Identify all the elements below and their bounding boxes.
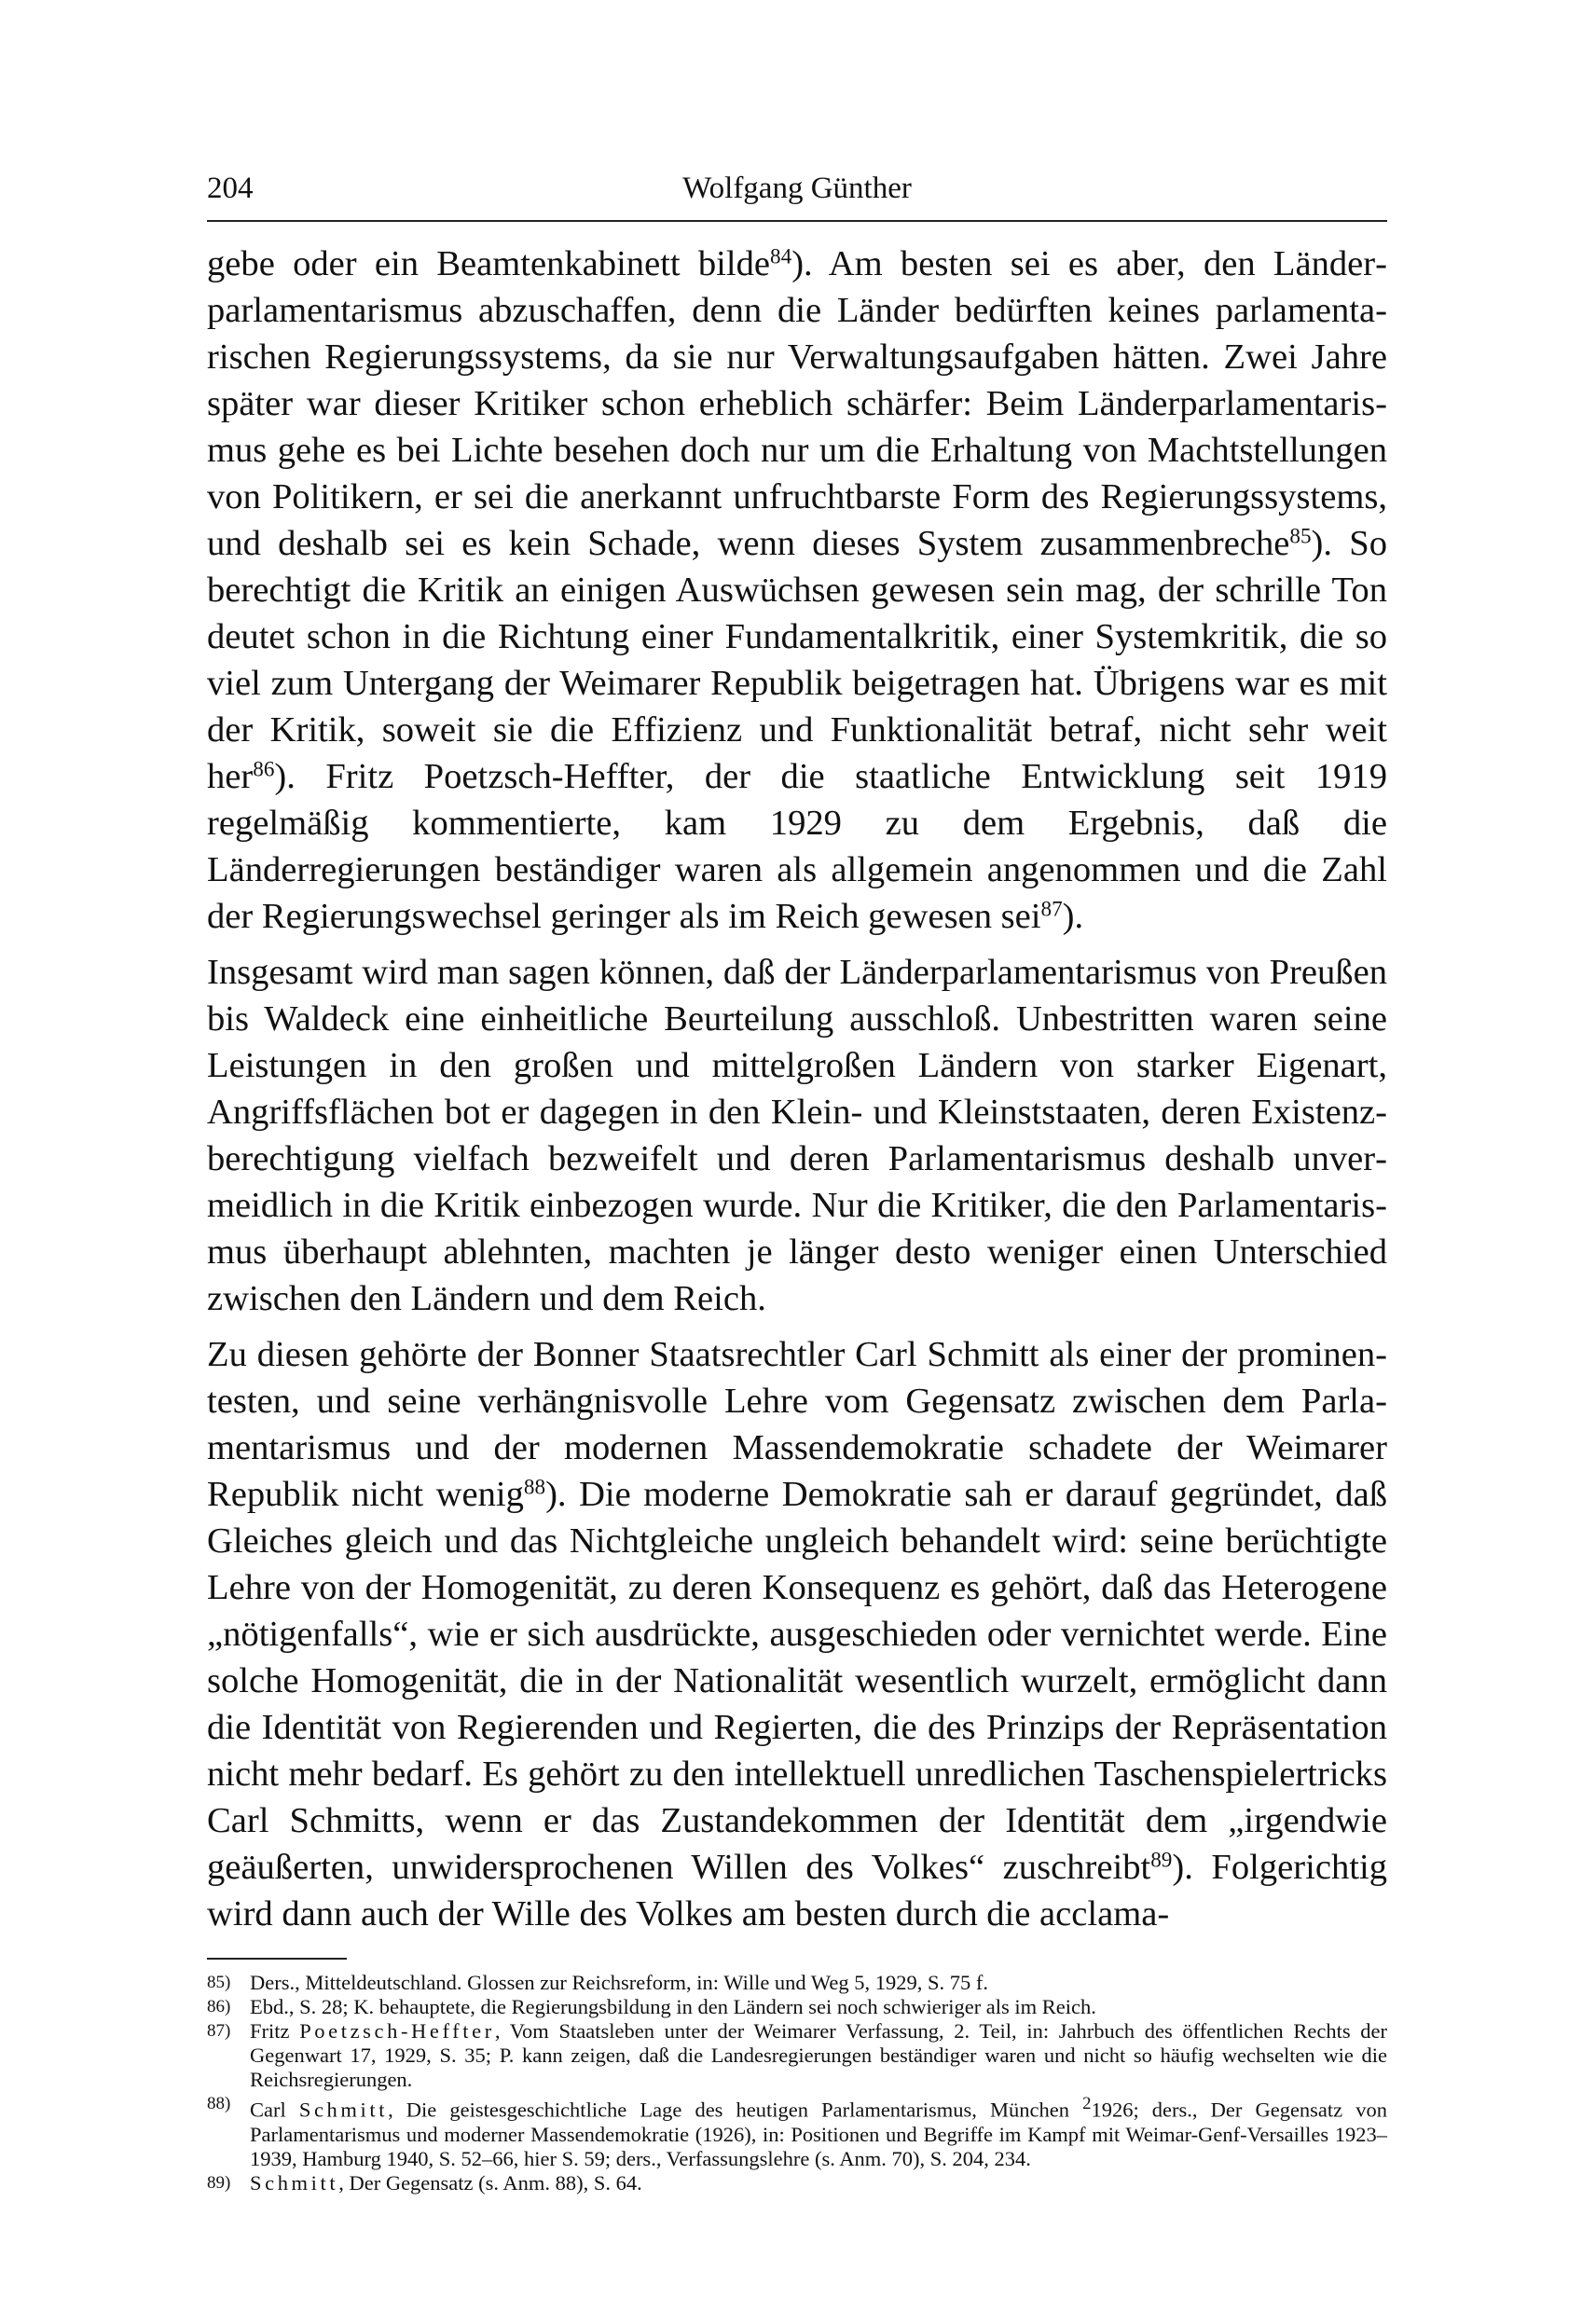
body-text bbox=[207, 241, 1387, 1937]
page-number: 204 bbox=[207, 172, 254, 205]
footnote-reference: 88 bbox=[523, 1475, 546, 1500]
footnote-mark: 89) bbox=[207, 2172, 231, 2193]
footnote bbox=[207, 1995, 1387, 2019]
text-segment: ). bbox=[1062, 897, 1084, 936]
spaced-author-name: Poetzsch-Heffter bbox=[299, 2019, 495, 2043]
text-segment: Ebd., S. 28; K. behauptete, die Regierungsbildung in den Ländern sei noch schwieriger als im Reich. bbox=[250, 1995, 1096, 2018]
text-segment: ). Fritz Poetzsch-Heffter, der die staatliche Entwicklung seit 1919 regelmäßig kommentierte, kam 1929 zu dem Ergebnis, daß die Länderregierungen beständiger waren als allgemein angenommen und die Zahl der Regierungswechsel geringer als im Reich gewesen sei bbox=[207, 757, 1387, 936]
book-page bbox=[207, 166, 1387, 2195]
running-title: Wolfgang Günther bbox=[682, 172, 912, 205]
footnote-reference: 85 bbox=[1289, 524, 1312, 549]
footnote-mark: 86) bbox=[207, 1997, 231, 2016]
footnote bbox=[207, 2092, 1387, 2171]
text-segment: gebe oder ein Beamtenkabinett bilde bbox=[207, 244, 771, 283]
text-segment: Zu diesen gehörte der Bonner Staatsrechtler Carl Schmitt als einer der prominentesten, und seine verhängnisvolle Lehre vom Gegensatz zwischen dem Parlamentarismus und der modernen Massendemokratie schadete der Weimarer Republik nicht wenig bbox=[207, 1335, 1387, 1514]
body-paragraph bbox=[207, 241, 1387, 940]
text-segment: , Der Gegensatz (s. Anm. 88), S. 64. bbox=[338, 2170, 642, 2195]
footnotes bbox=[207, 1971, 1387, 2195]
text-segment: ). Am besten sei es aber, den Länderparlamentarismus abzuschaffen, denn die Länder bedürften keines parlamentarischen Regierungssystems, da sie nur Verwaltungsaufgaben hätten. Zwei Jahre später war dieser Kritiker schon erheblich schärfer: Beim Länderparlamentarismus gehe es bei Lichte besehen doch nur um die Erhaltung von Machtstellungen von Politikern, er sei die anerkannt unfruchtbarste Form des Regierungssystems, und deshalb sei es kein Schade, wenn dieses System zusammenbreche bbox=[207, 244, 1387, 563]
text-segment: Ders., Mitteldeutschland. Glossen zur Reichsreform, in: Wille und Weg 5, 1929, S. 75 f. bbox=[250, 1971, 988, 1994]
body-paragraph bbox=[207, 1331, 1387, 1937]
footnote-reference: 86 bbox=[253, 757, 275, 782]
text-segment: , Die geistesgeschichtliche Lage des heutigen Parlamentarismus, München bbox=[388, 2098, 1083, 2122]
footnote bbox=[207, 1971, 1387, 1995]
footnote bbox=[207, 2019, 1387, 2092]
text-segment: Insgesamt wird man sagen können, daß der Länderparlamentarismus von Preußen bis Waldeck eine einheitliche Beurteilung ausschloß. Unbestritten waren seine Leistungen in den großen und mittelgroßen Ländern von starker Eigenart, Angriffsflächen bot er dagegen in den Klein- und Kleinststaaten, deren Existenzberechtigung vielfach bezweifelt und deren Parlamentarismus deshalb unvermeidlich in die Kritik einbezogen wurde. Nur die Kritiker, die den Parlamentarismus überhaupt ablehnten, machten je länger desto weniger einen Unterschied zwischen den Ländern und dem Reich. bbox=[207, 953, 1387, 1318]
text-segment: ). Die moderne Demokratie sah er darauf gegründet, daß Gleiches gleich und das Nichtgleiche ungleich behandelt wird: seine berüchtigte Lehre von der Homogenität, zu deren Konsequenz es gehört, daß das Heterogene „nötigenfalls“, wie er sich ausdrückte, ausgeschieden oder vernichtet werde. Eine solche Homogenität, die in der Nationalität wesentlich wurzelt, ermöglicht dann die Identität von Regierenden und Regierten, die des Prinzips der Repräsentation nicht mehr bedarf. Es gehört zu den intellektuell unredlichen Taschenspielertricks Carl Schmitts, wenn er das Zustandekommen der Identität dem „irgendwie geäußerten, unwidersprochenen Willen des Volkes“ zuschreibt bbox=[207, 1475, 1387, 1887]
text-segment: , Vom Staatsleben unter der Weimarer Verfassung, 2. Teil, in: Jahrbuch des öffentlichen Rechts der Gegenwart 17, 1929, S. 35; P. kann zeigen, daß die Landesregierungen beständiger waren und nicht so häufig wechselten wie die Reichsregierungen. bbox=[250, 2019, 1387, 2091]
text-segment: ). Folgerichtig wird dann auch der Wille des Volkes am besten durch die acclama- bbox=[207, 1848, 1387, 1934]
spaced-author-name: Schmitt bbox=[250, 2170, 339, 2195]
footnote-mark: 85) bbox=[207, 1973, 231, 1992]
footnote-reference: 2 bbox=[1082, 2094, 1092, 2113]
text-segment: Carl bbox=[250, 2098, 299, 2122]
footnote-reference: 89 bbox=[1150, 1848, 1173, 1873]
text-segment: Fritz bbox=[250, 2019, 300, 2043]
running-head bbox=[207, 166, 1387, 211]
footnote-rule bbox=[207, 1958, 347, 1960]
header-rule bbox=[207, 220, 1387, 222]
footnote-reference: 87 bbox=[1040, 897, 1063, 922]
spaced-author-name: Schmitt bbox=[298, 2098, 389, 2122]
body-paragraph bbox=[207, 949, 1387, 1322]
footnote-mark: 88) bbox=[207, 2094, 231, 2113]
footnote-reference: 84 bbox=[770, 244, 792, 269]
footnote bbox=[207, 2171, 1387, 2195]
text-segment: 1926; ders., Der Gegensatz von Parlamentarismus und moderner Massendemokratie (1926), in: Positionen und Begriffe im Kampf mit Weimar-Genf-Versailles 1923–1939, Hamburg 1940, S. 52–66, hier S. 59; ders., Verfassungslehre (s. Anm. 70), S. 204, 234. bbox=[250, 2098, 1388, 2170]
footnote-mark: 87) bbox=[207, 2021, 231, 2041]
text-segment: ). So berechtigt die Kritik an einigen Auswüchsen gewesen sein mag, der schrille Ton deutet schon in die Richtung einer Fundamentalkritik, einer Systemkritik, die so viel zum Untergang der Weimarer Republik beigetragen hat. Übrigens war es mit der Kritik, soweit sie die Effizienz und Funktionalität betraf, nicht sehr weit her bbox=[207, 524, 1387, 796]
